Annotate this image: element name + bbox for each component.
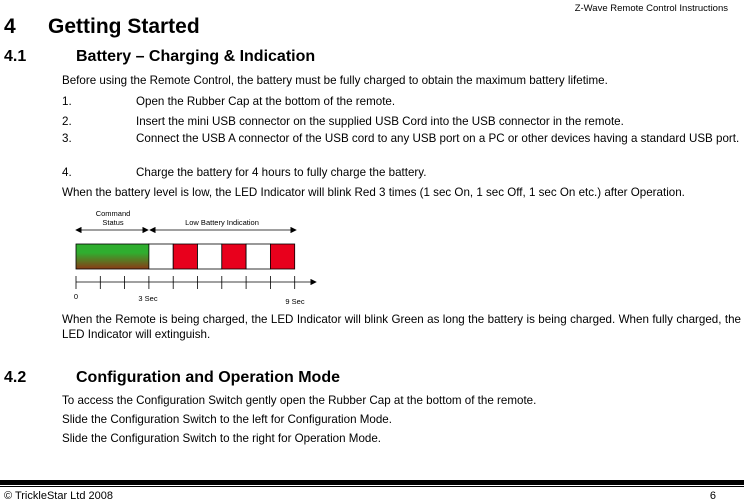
led-segment-white [246, 244, 270, 269]
config-line-2: Slide the Configuration Switch to the left for Configuration Mode. [62, 413, 392, 426]
led-segment-red [173, 244, 197, 269]
step-text: Insert the mini USB connector on the supplied USB Cord into the USB connector in the remote. [136, 115, 624, 128]
command-status-label-line2: Status [102, 218, 124, 227]
step-text: Connect the USB A connector of the USB cord to any USB port on a PC or other devices having a standard USB port. [136, 132, 740, 145]
step-3 [62, 132, 741, 147]
step-number: 2. [62, 115, 72, 128]
footer-rule-thin [0, 486, 744, 487]
timeline-ticks [76, 276, 295, 289]
step-number: 3. [62, 132, 72, 145]
page-number: 6 [709, 490, 716, 502]
axis-label-9-sec: 9 Sec [285, 297, 305, 306]
led-timing-diagram [62, 206, 322, 306]
command-status-label-line1: Command [95, 209, 131, 218]
config-line-3: Slide the Configuration Switch to the right for Operation Mode. [62, 432, 382, 445]
subsection-title: Battery – Charging & Indication [76, 48, 316, 65]
step-text: Open the Rubber Cap at the bottom of the remote. [136, 95, 396, 108]
led-segments [76, 244, 295, 269]
step-1 [62, 95, 741, 110]
section-number: 4 [4, 15, 16, 38]
running-header: Z-Wave Remote Control Instructions [574, 3, 728, 14]
subsection-heading-battery [4, 48, 315, 66]
led-segment-white [198, 244, 222, 269]
subsection-number: 4.2 [4, 369, 27, 386]
led-segment-red [222, 244, 246, 269]
section-title: Getting Started [48, 15, 200, 38]
led-segment-red [270, 244, 294, 269]
subsection-heading-configuration [4, 369, 340, 387]
subsection-title: Configuration and Operation Mode [76, 369, 340, 386]
led-segment-green [76, 244, 149, 269]
footer-copyright: © TrickleStar Ltd 2008 [4, 490, 113, 502]
step-number: 4. [62, 166, 72, 179]
subsection-number: 4.1 [4, 48, 27, 65]
low-battery-paragraph: When the battery level is low, the LED Indicator will blink Red 3 times (1 sec On, 1 sec Off, 1 sec On etc.) after Operation. [62, 186, 685, 199]
charging-paragraph: When the Remote is being charged, the LED Indicator will blink Green as long the battery is being charged. When fully charged, the LED Indicator will extinguish. [62, 313, 741, 341]
axis-label-start: 0 [73, 292, 79, 301]
led-segment-white [149, 244, 173, 269]
axis-label-3-sec: 3 Sec [138, 294, 158, 303]
step-4 [62, 166, 741, 181]
step-text: Charge the battery for 4 hours to fully charge the battery. [136, 166, 427, 179]
step-number: 1. [62, 95, 72, 108]
battery-intro-paragraph: Before using the Remote Control, the battery must be fully charged to obtain the maximum battery lifetime. [62, 74, 608, 87]
step-2 [62, 115, 741, 130]
low-battery-label: Low Battery Indication [185, 218, 259, 227]
footer-rule [0, 480, 744, 485]
section-heading [4, 15, 200, 39]
config-line-1: To access the Configuration Switch gently open the Rubber Cap at the bottom of the remote. [62, 394, 537, 407]
